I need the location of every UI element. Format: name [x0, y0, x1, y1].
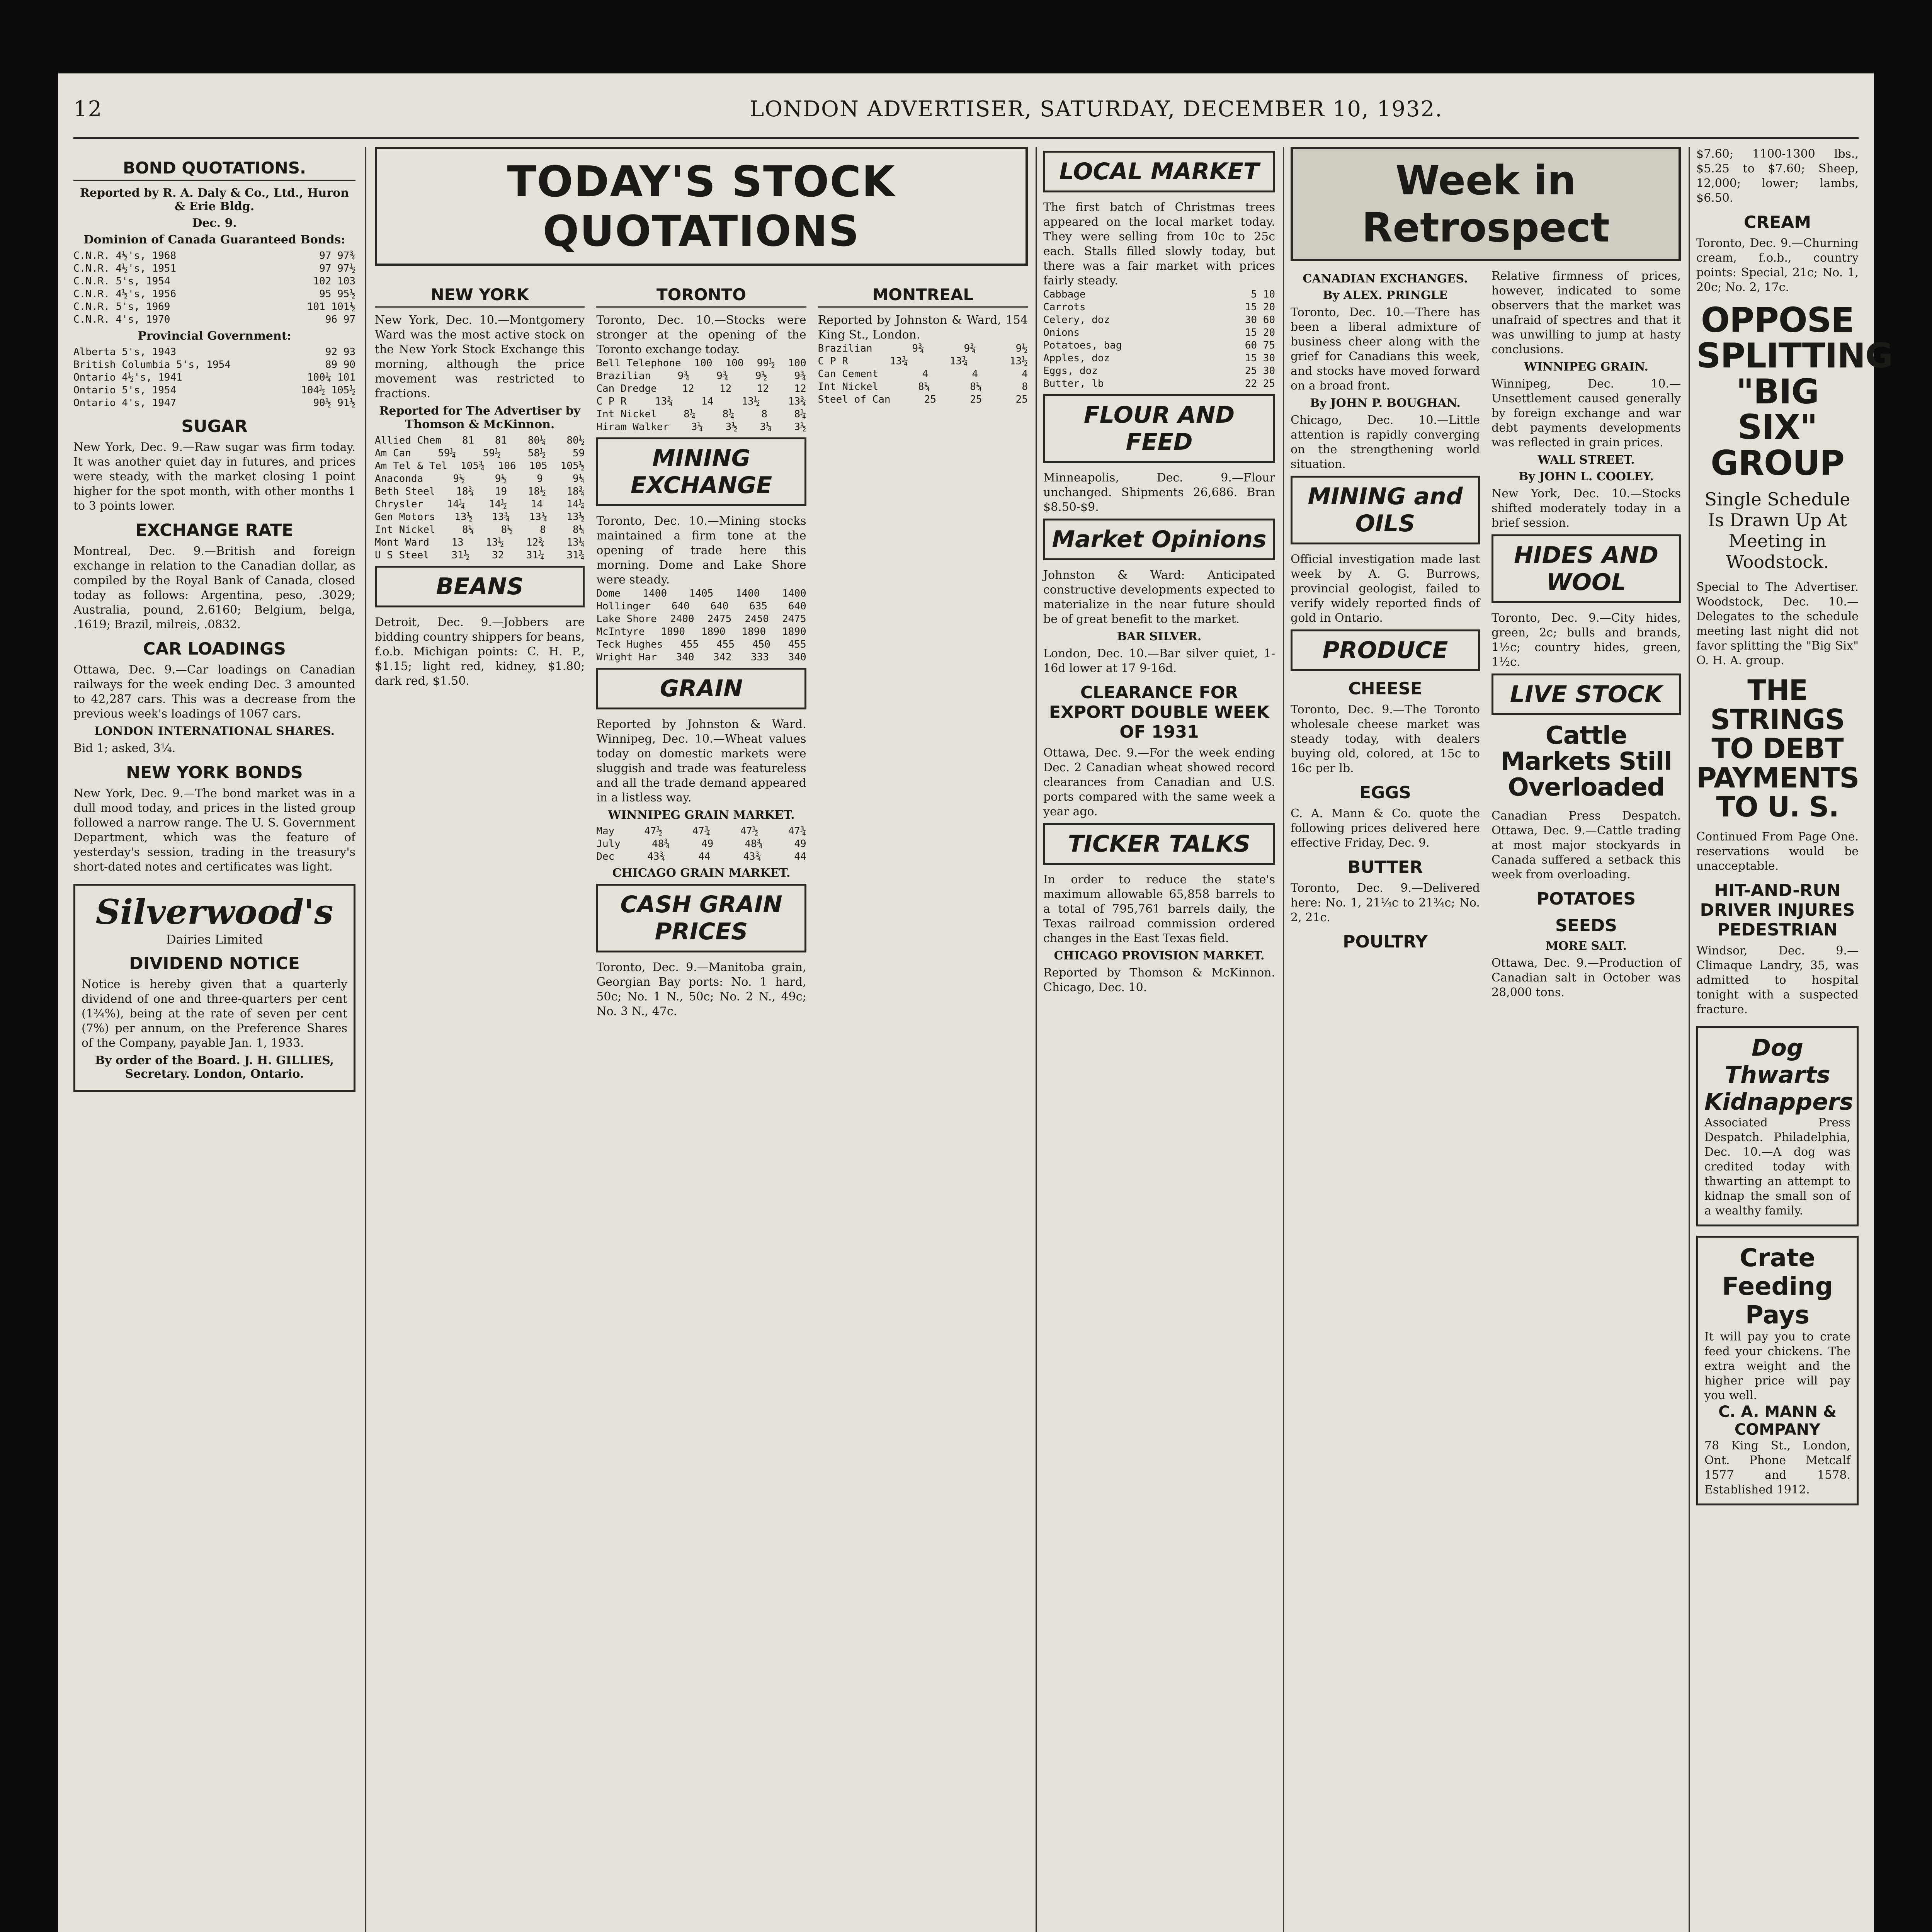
column-rule: [1689, 147, 1690, 1932]
cattle-markets-header: Cattle Markets Still Overloaded: [1500, 721, 1672, 802]
table-row: Bell Telephone 100 100 99½ 100: [596, 357, 806, 369]
intl-shares-header: LONDON INTERNATIONAL SHARES.: [94, 724, 335, 738]
local-market-article: The first batch of Christmas trees appeared on the local market today. They were selling from 10c to 25c each. Stalls filled slowly today, but there was a fair market with prices fairly steady.: [1043, 201, 1275, 287]
table-row: C.N.R. 5's, 1969 101 101½: [73, 301, 355, 313]
table-row: Dec 43¾ 44 43¾ 44: [596, 851, 806, 862]
debt-strings-article: Continued From Page One. reservations would be unacceptable.: [1696, 830, 1859, 873]
column-rule: [1036, 147, 1037, 1932]
more-salt-article: Ottawa, Dec. 9.—Production of Canadian salt in October was 28,000 tons.: [1492, 956, 1681, 999]
column-rule: [365, 147, 366, 1932]
table-row: Potatoes, bag 60 75: [1043, 340, 1275, 351]
hit-and-run-header: HIT-AND-RUN DRIVER INJURES PEDESTRIAN: [1700, 880, 1855, 940]
table-row: Can Dredge 12 12 12 12: [596, 383, 806, 395]
table-row: Carrots 15 20: [1043, 301, 1275, 313]
cheese-article: Toronto, Dec. 9.—The Toronto wholesale cheese market was steady today, with dealers buying old, colored, at 15c to 16c per lb.: [1291, 703, 1480, 775]
bar-silver-header: BAR SILVER.: [1117, 630, 1202, 643]
crate-feeding-text: It will pay you to crate feed your chickens. The extra weight and the higher price will pay you well.: [1704, 1330, 1850, 1402]
livestock-continued: $7.60; 1100-1300 lbs., $5.25 to $7.60; Sheep, 12,000; lower; lambs, $6.50.: [1696, 147, 1859, 205]
silverwoods-ad: [73, 884, 355, 1092]
debt-strings-header: THE STRINGS TO DEBT PAYMENTS TO U. S.: [1696, 673, 1859, 823]
mann-company-address: 78 King St., London, Ont. Phone Metcalf 1577 and 1578. Established 1912.: [1704, 1439, 1850, 1497]
provincial-header: Provincial Government:: [138, 329, 291, 343]
dog-thwarts-article: Associated Press Despatch. Philadelphia, Dec. 10.—A dog was credited today with thwarting an attempt to kidnap the small son of a wealthy family.: [1704, 1116, 1850, 1218]
more-salt-header: MORE SALT.: [1545, 939, 1627, 953]
ny-bonds-header: NEW YORK BONDS: [126, 763, 303, 782]
table-row: Int Nickel 8¼ 8¼ 8: [818, 381, 1028, 393]
newspaper-page: [58, 73, 1893, 1932]
table-row: C.N.R. 4½'s, 1956 95 95½: [73, 288, 355, 300]
table-row: Am Tel & Tel 105¾ 106 105 105½: [375, 460, 585, 472]
table-row: Am Can 59¼ 59½ 58½ 59: [375, 447, 585, 459]
table-row: Ontario 4's, 1947 90½ 91½: [73, 397, 355, 409]
market-opinions-article: Johnston & Ward: Anticipated constructive developments expected to materialize in the near future should be of great benefit to the market.: [1043, 568, 1275, 626]
masthead-title: LONDON ADVERTISER, SATURDAY, DECEMBER 10, 1932.: [750, 97, 1443, 122]
retrospect-body: [1291, 269, 1681, 1000]
cream-header: CREAM: [1743, 213, 1811, 232]
table-row: C P R 13¾ 14 13½ 13¾: [596, 396, 806, 407]
table-row: Anaconda 9½ 9½ 9 9¼: [375, 473, 585, 485]
dog-thwarts-header: Dog Thwarts Kidnappers: [1704, 1034, 1854, 1116]
seeds-header: SEEDS: [1555, 915, 1617, 935]
table-row: Beth Steel 18¾ 19 18½ 18¾: [375, 486, 585, 497]
chicago-grain-market-header: CHICAGO GRAIN MARKET.: [612, 866, 791, 880]
table-row: Int Nickel 8¼ 8¼ 8 8¼: [596, 408, 806, 420]
hit-and-run-article: Windsor, Dec. 9.—Climaque Landry, 35, was admitted to hospital tonight with a suspected fracture.: [1696, 944, 1859, 1016]
table-row: Dome 1400 1405 1400 1400: [596, 588, 806, 599]
dividend-header: DIVIDEND NOTICE: [129, 954, 300, 973]
silverwoods-logo-sub: Dairies Limited: [166, 932, 263, 947]
eggs-header: EGGS: [1359, 783, 1411, 803]
cash-grain-article: Toronto, Dec. 9.—Manitoba grain, Georgian Bay ports: No. 1 hard, 50c; No. 1 N., 50c; No. 2 N., 49c; No. 3 N., 47c.: [596, 961, 806, 1018]
retrospect-right: [1492, 269, 1681, 1000]
table-row: C.N.R. 4½'s, 1968 97 97¾: [73, 250, 355, 262]
winnipeg-grain-market-header: WINNIPEG GRAIN MARKET.: [608, 808, 795, 822]
table-row: Celery, doz 30 60: [1043, 314, 1275, 326]
intl-shares-line: Bid 1; asked, 3¼.: [73, 742, 176, 755]
cattle-markets-article: Canadian Press Despatch. Ottawa, Dec. 9.—Cattle trading at most major stockyards in Canada suffered a setback this week from overloading.: [1492, 809, 1681, 881]
masthead: [73, 97, 1859, 131]
masthead-rule: [73, 137, 1859, 139]
table-row: Teck Hughes 455 455 450 455: [596, 639, 806, 650]
table-row: Apples, doz 15 30: [1043, 352, 1275, 364]
column-rule: [1283, 147, 1284, 1932]
retrospect-right-article: Relative firmness of prices, however, indicated to some observers that the market was unafraid of spectres and that it was unwilling to jump at hasty conclusions.: [1492, 269, 1681, 356]
dividend-signature: By order of the Board. J. H. GILLIES, Secretary. London, Ontario.: [95, 1054, 334, 1081]
eggs-article: C. A. Mann & Co. quote the following prices delivered here effective Friday, Dec. 9.: [1291, 807, 1480, 850]
mining-exchange-header: MINING EXCHANGE: [596, 437, 806, 506]
table-row: Steel of Can 25 25 25: [818, 394, 1028, 405]
right-column: [1696, 147, 1893, 1932]
beans-header: BEANS: [375, 566, 585, 607]
table-row: Can Cement 4 4 4: [818, 368, 1028, 380]
crate-feeding-ad: [1696, 1236, 1859, 1505]
butter-article: Toronto, Dec. 9.—Delivered here: No. 1, 21¼c to 21¾c; No. 2, 21c.: [1291, 881, 1480, 924]
table-row: Wright Har 340 342 333 340: [596, 651, 806, 663]
toronto-article: Toronto, Dec. 10.—Stocks were stronger at the opening of the Toronto exchange today.: [596, 313, 806, 356]
week-in-retrospect-header: Week in Retrospect: [1291, 147, 1681, 261]
associated-byline: By JOHN P. BOUGHAN.: [1310, 396, 1461, 410]
potatoes-header: POTATOES: [1536, 889, 1636, 909]
mining-exchange-article: Toronto, Dec. 10.—Mining stocks maintained a firm tone at the opening of trade here this morning. Dome and Lake Shore were steady.: [596, 514, 806, 587]
montreal-article: Reported by Johnston & Ward, 154 King St., London.: [818, 313, 1028, 342]
grain-table: [596, 825, 806, 863]
clearance-article: Ottawa, Dec. 9.—For the week ending Dec. 2 Canadian wheat showed record clearances from Canadian and U.S. ports compared with the same week a year ago.: [1043, 746, 1275, 818]
ny-bonds-article: New York, Dec. 9.—The bond market was in a dull mood today, and prices in the listed group followed a narrow range. The U. S. Government Department, which was the feature of yesterday's session, trading in the treasury's short-dated notes and certificates was light.: [73, 787, 355, 874]
new-york-section: [375, 274, 585, 1019]
local-produce-table: [1043, 288, 1275, 390]
mining-oils-header: MINING and OILS: [1291, 476, 1480, 544]
new-york-table: [375, 434, 585, 562]
winnipeg-grain-header: WINNIPEG GRAIN.: [1524, 360, 1648, 374]
oppose-splitting-article: Special to The Advertiser. Woodstock, Dec. 10.—Delegates to the schedule meeting last night did not favor splitting the "Big Six" O. H. A. group.: [1696, 580, 1859, 667]
sugar-article: New York, Dec. 9.—Raw sugar was firm today. It was another quiet day in futures, and prices were steady, with the market closing 1 point higher for the spot month, with other months 1 to 3 points lower.: [73, 440, 355, 513]
cream-article: Toronto, Dec. 9.—Churning cream, f.o.b., country points: Special, 21c; No. 1, 20c; No. 2, 17c.: [1696, 236, 1859, 294]
quotations-title: TODAY'S STOCK QUOTATIONS: [375, 147, 1028, 266]
dividend-text: Notice is hereby given that a quarterly dividend of one and three-quarters per cent (1¾%), being at the rate of seven per cent (7%) per annum, on the Preference Shares of the Company, payable Jan. 1, 1933.: [82, 978, 347, 1050]
table-row: Butter, lb 22 25: [1043, 378, 1275, 389]
bond-date: Dec. 9.: [192, 216, 237, 230]
retrospect-left: [1291, 269, 1480, 1000]
chicago-provision-header: CHICAGO PROVISION MARKET.: [1054, 949, 1265, 963]
table-row: Chrysler 14¼ 14½ 14 14¼: [375, 498, 585, 510]
wall-street-header: WALL STREET.: [1537, 453, 1635, 467]
table-row: Eggs, doz 25 30: [1043, 365, 1275, 377]
wall-street-article: New York, Dec. 10.—Stocks shifted moderately today in a brief session.: [1492, 487, 1681, 530]
new-york-article: New York, Dec. 10.—Montgomery Ward was the most active stock on the New York Stock Exchange this morning, although the price movement was restricted to fractions.: [375, 313, 585, 400]
dog-thwarts-box: [1696, 1026, 1859, 1226]
mann-company-name: C. A. MANN & COMPANY: [1718, 1403, 1837, 1439]
cash-grain-header: CASH GRAIN PRICES: [596, 884, 806, 952]
chicago-provision-article: Reported by Thomson & McKinnon. Chicago, Dec. 10.: [1043, 966, 1275, 994]
exchange-header: EXCHANGE RATE: [135, 520, 294, 540]
oppose-splitting-header: OPPOSE SPLITTING "BIG SIX" GROUP: [1696, 300, 1893, 483]
mining-oils-article: Official investigation made last week by A. G. Burrows, provincial geologist, failed to verify widely reported finds of gold in Ontario.: [1291, 553, 1480, 625]
oppose-splitting-subhead: Single Schedule Is Drawn Up At Meeting in Woodstock.: [1704, 488, 1850, 572]
table-row: Onions 15 20: [1043, 327, 1275, 338]
toronto-header: TORONTO: [596, 285, 806, 308]
mining-table: [596, 587, 806, 664]
associated-article: Chicago, Dec. 10.—Little attention is rapidly converging on the strengthening world situation.: [1291, 413, 1480, 471]
canadian-exchanges-article: Toronto, Dec. 10.—There has been a liberal admixture of business cheer along with the grief for Canadians this week, and stocks have moved forward on a broad front.: [1291, 306, 1480, 393]
page-number: 12: [73, 97, 103, 122]
table-row: Brazilian 9¾ 9¾ 9½: [818, 343, 1028, 354]
grain-article: Reported by Johnston & Ward. Winnipeg, Dec. 10.—Wheat values today on domestic markets were sluggish and trade was featureless and all the trade demand appeared in a listless way.: [596, 718, 806, 804]
new-york-table-header: Reported for The Advertiser by Thomson & McKinnon.: [379, 404, 580, 431]
table-row: McIntyre 1890 1890 1890 1890: [596, 626, 806, 638]
table-row: Hollinger 640 640 635 640: [596, 600, 806, 612]
local-market-column: [1043, 147, 1275, 1932]
bar-silver-article: London, Dec. 10.—Bar silver quiet, 1-16d lower at 17 9-16d.: [1043, 647, 1275, 675]
table-row: Alberta 5's, 1943 92 93: [73, 346, 355, 358]
table-row: U S Steel 31½ 32 31¼ 31¾: [375, 549, 585, 561]
dominion-header: Dominion of Canada Guaranteed Bonds:: [83, 233, 345, 247]
table-row: Brazilian 9¾ 9¾ 9½ 9¾: [596, 370, 806, 382]
quotations-top: [375, 274, 1028, 1019]
wall-street-byline: By JOHN L. COOLEY.: [1519, 470, 1654, 483]
winnipeg-grain-article: Winnipeg, Dec. 10.—Unsettlement caused generally by foreign exchange and war debt payments developments was reflected in grain prices.: [1492, 377, 1681, 449]
ticker-talks-header: TICKER TALKS: [1043, 823, 1275, 865]
bond-intro: Reported by R. A. Daly & Co., Ltd., Huron & Erie Bldg.: [80, 186, 349, 213]
canadian-exchanges-header: CANADIAN EXCHANGES.: [1303, 272, 1468, 286]
produce-header: PRODUCE: [1291, 629, 1480, 671]
flour-feed-header: FLOUR AND FEED: [1043, 394, 1275, 463]
toronto-section: [596, 274, 806, 1019]
car-loadings-article: Ottawa, Dec. 9.—Car loadings on Canadian railways for the week ending Dec. 3 amounted to 42,287 cars. This was a decrease from the previous week's loadings of 1067 cars.: [73, 663, 355, 721]
table-row: C P R 13¾ 13¾ 13½: [818, 355, 1028, 367]
table-row: May 47½ 47¾ 47½ 47¾: [596, 825, 806, 837]
silverwoods-logo: Silverwood's: [95, 892, 333, 932]
cheese-header: CHEESE: [1348, 679, 1422, 699]
market-opinions-header: Market Opinions: [1043, 519, 1275, 560]
montreal-table: [818, 342, 1028, 406]
retrospect-column: [1291, 147, 1681, 1932]
table-row: Ontario 4½'s, 1941 100¼ 101: [73, 372, 355, 383]
car-loadings-header: CAR LOADINGS: [143, 639, 286, 659]
hides-wool-article: Toronto, Dec. 9.—City hides, green, 2c; bulls and brands, 1½c; country hides, green, 1½c.: [1492, 611, 1681, 669]
table-row: Cabbage 5 10: [1043, 289, 1275, 300]
hides-wool-header: HIDES AND WOOL: [1492, 534, 1681, 603]
table-row: Mont Ward 13 13½ 12¾ 13¼: [375, 537, 585, 548]
new-york-header: NEW YORK: [375, 285, 585, 308]
table-row: Int Nickel 8¼ 8½ 8 8¼: [375, 524, 585, 536]
table-row: Allied Chem 81 81 80¼ 80½: [375, 435, 585, 446]
provincial-table: [73, 346, 355, 410]
exchange-article: Montreal, Dec. 9.—British and foreign exchange in relation to the Canadian dollar, as compiled by the Royal Bank of Canada, closed today as follows: Argentina, peso, .3029; Australia, pound, 2.6160; Belgium, belga, .1619; Brazil, milreis, .0832.: [73, 544, 355, 631]
bond-table: [73, 250, 355, 326]
bond-header: BOND QUOTATIONS.: [73, 158, 355, 181]
table-row: C.N.R. 4½'s, 1951 97 97½: [73, 263, 355, 274]
montreal-section: [818, 274, 1028, 1019]
table-row: British Columbia 5's, 1954 89 90: [73, 359, 355, 371]
sugar-header: SUGAR: [181, 417, 248, 436]
stock-quotations: [375, 147, 1028, 1932]
clearance-header: CLEARANCE FOR EXPORT DOUBLE WEEK OF 1931: [1049, 683, 1270, 742]
table-row: July 48¾ 49 48¾ 49: [596, 838, 806, 850]
grain-header: GRAIN: [596, 668, 806, 709]
crate-feeding-header: Crate Feeding Pays: [1722, 1243, 1833, 1330]
montreal-header: MONTREAL: [818, 285, 1028, 308]
toronto-table: [596, 357, 806, 434]
table-row: C.N.R. 5's, 1954 102 103: [73, 276, 355, 287]
flour-feed-article: Minneapolis, Dec. 9.—Flour unchanged. Shipments 26,686. Bran $8.50-$9.: [1043, 471, 1275, 514]
table-row: Ontario 5's, 1954 104½ 105½: [73, 384, 355, 396]
beans-article: Detroit, Dec. 9.—Jobbers are bidding country shippers for beans, f.o.b. Michigan points: C. H. P., $1.15; light red, kidney, $1.80; dark red, $1.50.: [375, 616, 585, 688]
left-column: [73, 147, 355, 1932]
live-stock-header: LIVE STOCK: [1492, 673, 1681, 715]
table-row: Hiram Walker 3¼ 3½ 3¼ 3½: [596, 421, 806, 433]
local-market-header: LOCAL MARKET: [1043, 151, 1275, 192]
table-row: Gen Motors 13½ 13¾ 13¼ 13½: [375, 511, 585, 523]
ticker-talks-article: In order to reduce the state's maximum allowable 65,858 barrels to a total of 795,761 barrels daily, the Texas railroad commission ordered changes in the East Texas field.: [1043, 873, 1275, 945]
poultry-header: POULTRY: [1343, 932, 1428, 952]
butter-header: BUTTER: [1347, 857, 1423, 877]
canadian-exchanges-byline: By ALEX. PRINGLE: [1323, 289, 1448, 302]
table-row: C.N.R. 4's, 1970 96 97: [73, 314, 355, 325]
table-row: Lake Shore 2400 2475 2450 2475: [596, 613, 806, 625]
